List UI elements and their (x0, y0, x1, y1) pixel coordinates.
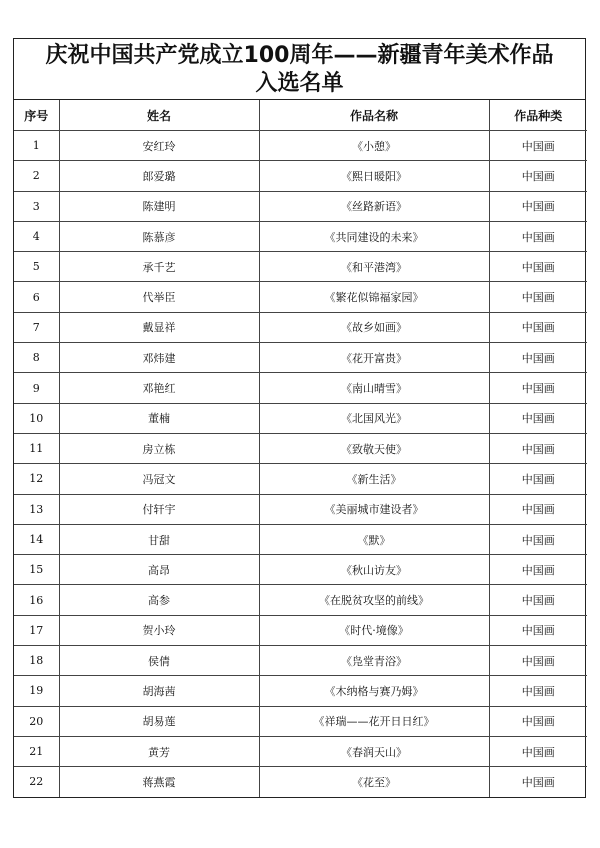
work-type: 中国画 (489, 282, 587, 312)
work-type: 中国画 (489, 343, 587, 373)
row-number: 6 (14, 282, 59, 312)
table-row (14, 767, 587, 797)
table-row (14, 403, 587, 433)
work-type: 中国画 (489, 312, 587, 342)
table-row (14, 615, 587, 645)
table-row (14, 524, 587, 554)
row-number: 2 (14, 161, 59, 191)
row-number: 11 (14, 433, 59, 463)
artist-name: 郎爱璐 (59, 161, 259, 191)
work-type: 中国画 (489, 464, 587, 494)
artist-name: 陈建明 (59, 191, 259, 221)
row-number: 13 (14, 494, 59, 524)
work-title: 《北国风光》 (259, 403, 489, 433)
artist-name: 承千艺 (59, 252, 259, 282)
artist-name: 黄芳 (59, 736, 259, 766)
artist-name: 董楠 (59, 403, 259, 433)
work-type: 中国画 (489, 373, 587, 403)
artist-name: 戴显祥 (59, 312, 259, 342)
work-title: 《秋山访友》 (259, 555, 489, 585)
table-row (14, 282, 587, 312)
work-title: 《美丽城市建设者》 (259, 494, 489, 524)
table-row (14, 433, 587, 463)
table-row (14, 706, 587, 736)
work-title: 《繁花似锦福家园》 (259, 282, 489, 312)
table-row (14, 676, 587, 706)
work-title: 《故乡如画》 (259, 312, 489, 342)
work-title: 《小憩》 (259, 131, 489, 161)
title-line-1: 庆祝中国共产党成立100周年——新疆青年美术作品 (45, 43, 554, 68)
work-title: 《花至》 (259, 767, 489, 797)
row-number: 19 (14, 676, 59, 706)
work-title: 《凫堂青浴》 (259, 646, 489, 676)
work-title: 《新生活》 (259, 464, 489, 494)
artist-name: 冯冠文 (59, 464, 259, 494)
artist-name: 高昂 (59, 555, 259, 585)
table-header-row (14, 100, 587, 131)
table-row (14, 191, 587, 221)
work-title: 《木纳格与赛乃姆》 (259, 676, 489, 706)
work-type: 中国画 (489, 615, 587, 645)
artist-name: 贺小玲 (59, 615, 259, 645)
header-work-title: 作品名称 (259, 100, 489, 131)
work-type: 中国画 (489, 433, 587, 463)
work-type: 中国画 (489, 767, 587, 797)
table-row (14, 494, 587, 524)
selection-list-sheet (13, 38, 586, 798)
title-line-2: 入选名单 (255, 71, 344, 96)
table-row (14, 646, 587, 676)
row-number: 1 (14, 131, 59, 161)
row-number: 15 (14, 555, 59, 585)
row-number: 17 (14, 615, 59, 645)
table-row (14, 221, 587, 251)
artist-name: 高参 (59, 585, 259, 615)
work-title: 《致敬天使》 (259, 433, 489, 463)
work-type: 中国画 (489, 736, 587, 766)
row-number: 14 (14, 524, 59, 554)
work-type: 中国画 (489, 555, 587, 585)
artist-name: 安红玲 (59, 131, 259, 161)
artist-name: 付轩宇 (59, 494, 259, 524)
work-type: 中国画 (489, 252, 587, 282)
table-row (14, 736, 587, 766)
work-title: 《丝路新语》 (259, 191, 489, 221)
row-number: 22 (14, 767, 59, 797)
table-row (14, 131, 587, 161)
artist-name: 胡海茜 (59, 676, 259, 706)
work-type: 中国画 (489, 161, 587, 191)
row-number: 12 (14, 464, 59, 494)
row-number: 4 (14, 221, 59, 251)
selection-table (14, 100, 587, 797)
table-row (14, 312, 587, 342)
work-title: 《时代·境像》 (259, 615, 489, 645)
header-work-type: 作品种类 (489, 100, 587, 131)
artist-name: 房立栋 (59, 433, 259, 463)
work-type: 中国画 (489, 131, 587, 161)
work-title: 《春润天山》 (259, 736, 489, 766)
artist-name: 侯倩 (59, 646, 259, 676)
artist-name: 陈慕彦 (59, 221, 259, 251)
header-number: 序号 (14, 100, 59, 131)
work-type: 中国画 (489, 191, 587, 221)
work-type: 中国画 (489, 494, 587, 524)
row-number: 3 (14, 191, 59, 221)
document-title (14, 39, 585, 100)
artist-name: 邓艳红 (59, 373, 259, 403)
table-row (14, 373, 587, 403)
work-title: 《花开富贵》 (259, 343, 489, 373)
row-number: 10 (14, 403, 59, 433)
work-type: 中国画 (489, 585, 587, 615)
artist-name: 甘甜 (59, 524, 259, 554)
table-row (14, 464, 587, 494)
work-type: 中国画 (489, 524, 587, 554)
row-number: 21 (14, 736, 59, 766)
work-title: 《默》 (259, 524, 489, 554)
work-title: 《祥瑞——花开日日红》 (259, 706, 489, 736)
header-name: 姓名 (59, 100, 259, 131)
row-number: 9 (14, 373, 59, 403)
table-row (14, 161, 587, 191)
work-type: 中国画 (489, 706, 587, 736)
artist-name: 蒋燕霞 (59, 767, 259, 797)
row-number: 20 (14, 706, 59, 736)
artist-name: 代举臣 (59, 282, 259, 312)
artist-name: 胡易莲 (59, 706, 259, 736)
artist-name: 邓炜建 (59, 343, 259, 373)
row-number: 18 (14, 646, 59, 676)
table-row (14, 343, 587, 373)
work-type: 中国画 (489, 676, 587, 706)
work-title: 《在脱贫攻坚的前线》 (259, 585, 489, 615)
work-title: 《共同建设的未来》 (259, 221, 489, 251)
table-body (14, 131, 587, 797)
row-number: 8 (14, 343, 59, 373)
row-number: 5 (14, 252, 59, 282)
table-row (14, 585, 587, 615)
table-row (14, 555, 587, 585)
work-type: 中国画 (489, 646, 587, 676)
work-title: 《南山晴雪》 (259, 373, 489, 403)
work-title: 《熙日暖阳》 (259, 161, 489, 191)
work-type: 中国画 (489, 221, 587, 251)
row-number: 7 (14, 312, 59, 342)
work-type: 中国画 (489, 403, 587, 433)
row-number: 16 (14, 585, 59, 615)
work-title: 《和平港湾》 (259, 252, 489, 282)
table-row (14, 252, 587, 282)
